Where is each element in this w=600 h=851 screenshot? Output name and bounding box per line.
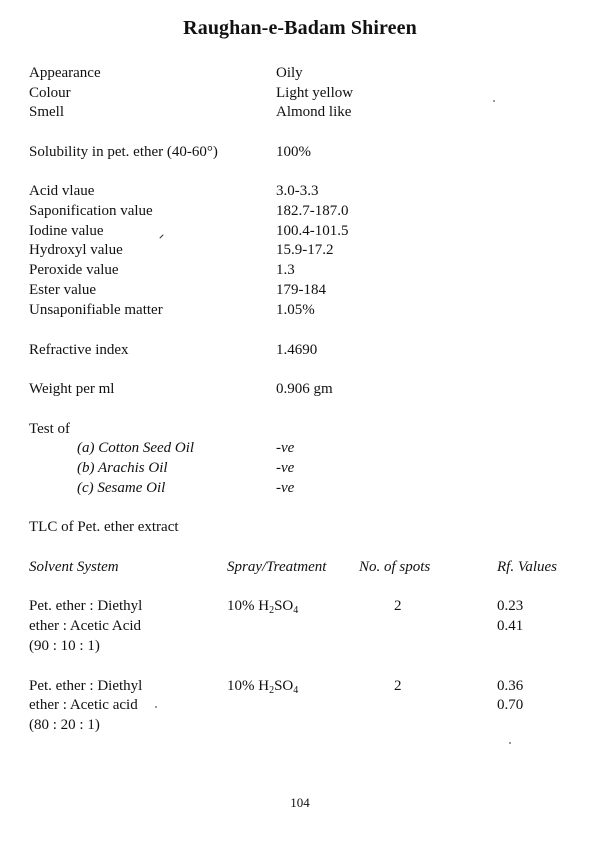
rf-value: 0.70 [497,697,524,713]
solvent-line: (80 : 20 : 1) [29,717,100,733]
scan-speck [493,100,495,102]
property-label: Saponification value [29,203,153,219]
page-title: Raughan-e-Badam Shireen [183,17,417,39]
column-header: Solvent System [29,559,119,575]
solvent-line: Pet. ether : Diethyl [29,678,143,694]
property-value: Almond like [276,104,352,120]
column-header: Spray/Treatment [227,559,327,575]
solvent-line: (90 : 10 : 1) [29,638,100,654]
property-label: Solubility in pet. ether (40-60°) [29,144,218,160]
test-item-result: -ve [276,460,295,476]
property-label: Acid vlaue [29,183,95,199]
test-item-label: (a) Cotton Seed Oil [77,440,195,456]
property-value: 182.7-187.0 [276,203,349,219]
column-header: Rf. Values [497,559,557,575]
page-number: 104 [290,795,310,810]
property-value: 0.906 gm [276,381,333,397]
property-label: Hydroxyl value [29,242,123,258]
property-value: Oily [276,65,303,81]
property-value: 3.0-3.3 [276,183,319,199]
property-value: Light yellow [276,85,354,101]
property-value: 100% [276,144,311,160]
column-header: No. of spots [359,559,431,575]
spot-count: 2 [394,598,402,614]
property-value: 1.3 [276,262,295,278]
property-value: 179-184 [276,282,326,298]
property-label: Iodine value [29,223,104,239]
test-item-result: -ve [276,440,295,456]
property-label: Refractive index [29,342,129,358]
rf-value: 0.41 [497,618,524,634]
property-label: Peroxide value [29,262,119,278]
solvent-line: Pet. ether : Diethyl [29,598,143,614]
rf-value: 0.23 [497,598,524,614]
solvent-line: ether : Acetic Acid [29,618,142,634]
spray-treatment: 10% $H_2SO_4$ [227,598,299,616]
scan-speck [509,742,511,744]
property-value: 15.9-17.2 [276,242,334,258]
property-value: 1.4690 [276,342,318,358]
property-label: Colour [29,85,71,101]
test-item-label: (b) Arachis Oil [77,460,168,476]
solvent-line: ether : Acetic acid [29,697,138,713]
pen-mark [159,234,163,238]
scan-speck [155,706,157,708]
test-of-heading: Test of [29,421,71,437]
property-label: Ester value [29,282,97,298]
rf-value: 0.36 [497,678,524,694]
property-label: Appearance [29,65,101,81]
spray-treatment: 10% $H_2SO_4$ [227,678,299,696]
property-value: 1.05% [276,302,315,318]
property-value: 100.4-101.5 [276,223,349,239]
property-label: Weight per ml [29,381,115,397]
spot-count: 2 [394,678,402,694]
tlc-heading: TLC of Pet. ether extract [29,519,179,535]
test-item-result: -ve [276,480,295,496]
test-item-label: (c) Sesame Oil [77,480,166,496]
property-label: Unsaponifiable matter [29,302,163,318]
property-label: Smell [29,104,65,120]
